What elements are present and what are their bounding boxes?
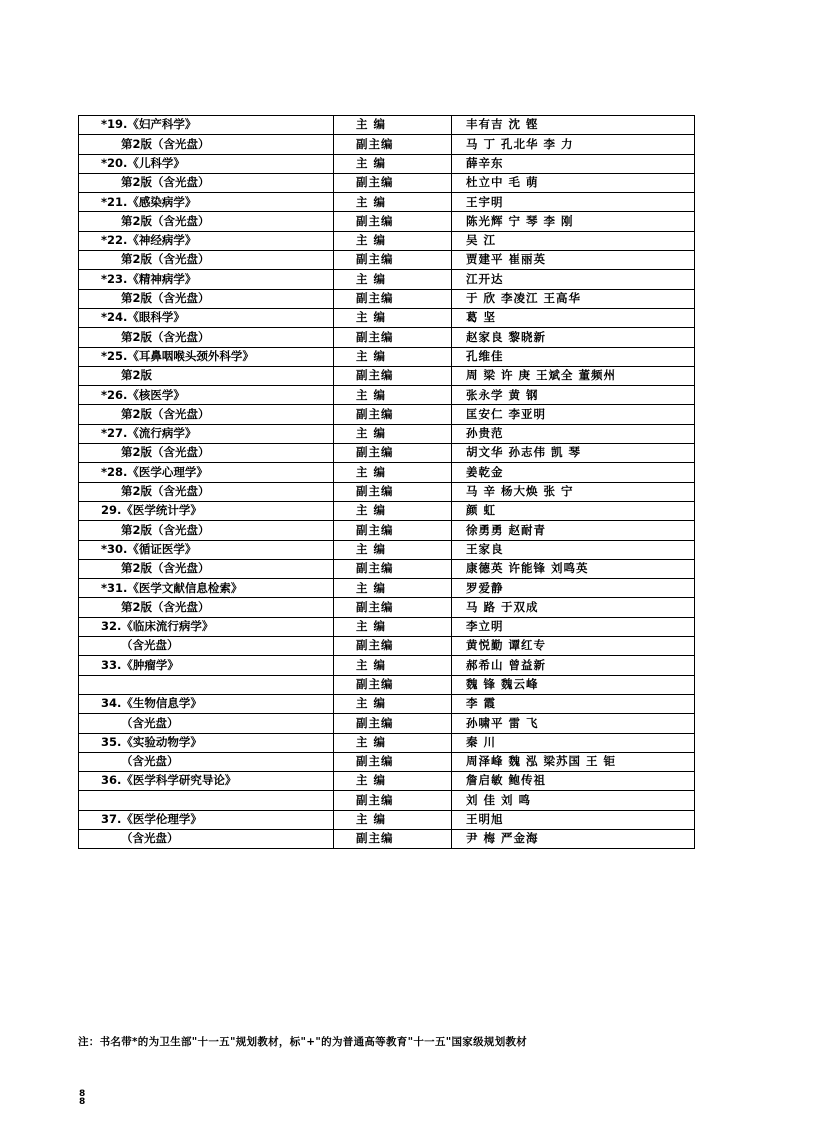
- book-edition: （含光盘）: [79, 829, 334, 848]
- associate-editor-names: 徐勇勇 赵耐青: [452, 521, 695, 540]
- chief-editor-names: 王宇明: [452, 193, 695, 212]
- book-title: *25.《耳鼻咽喉头颈外科学》: [79, 347, 334, 366]
- book-edition: 第2版（含光盘）: [79, 405, 334, 424]
- book-edition: 第2版（含光盘）: [79, 598, 334, 617]
- entry-row-associate: [79, 135, 695, 154]
- page-number-top: 8: [79, 1089, 86, 1099]
- entry-row-editor: [79, 810, 695, 829]
- chief-editor-names: 郝希山 曾益新: [452, 656, 695, 675]
- chief-editor-names: 罗爱静: [452, 579, 695, 598]
- book-title: 36.《医学科学研究导论》: [79, 772, 334, 791]
- book-entry: [79, 424, 695, 463]
- book-edition: （含光盘）: [79, 637, 334, 656]
- entry-row-editor: [79, 656, 695, 675]
- book-title: *27.《流行病学》: [79, 424, 334, 443]
- book-title: *28.《医学心理学》: [79, 463, 334, 482]
- entry-row-editor: [79, 116, 695, 135]
- associate-editor-names: 陈光辉 宁 琴 李 刚: [452, 212, 695, 231]
- entry-row-editor: [79, 772, 695, 791]
- chief-editor-names: 秦 川: [452, 733, 695, 752]
- role-associate-editor: 副主编: [334, 135, 452, 154]
- entry-row-editor: [79, 270, 695, 289]
- book-title: 34.《生物信息学》: [79, 694, 334, 713]
- entry-row-editor: [79, 347, 695, 366]
- book-edition: 第2版（含光盘）: [79, 173, 334, 192]
- book-entry: [79, 193, 695, 232]
- entry-row-editor: [79, 617, 695, 636]
- book-entry: [79, 308, 695, 347]
- book-title: *22.《神经病学》: [79, 231, 334, 250]
- chief-editor-names: 姜乾金: [452, 463, 695, 482]
- chief-editor-names: 李立明: [452, 617, 695, 636]
- role-associate-editor: 副主编: [334, 289, 452, 308]
- book-title: *21.《感染病学》: [79, 193, 334, 212]
- entry-row-editor: [79, 463, 695, 482]
- chief-editor-names: 李 霞: [452, 694, 695, 713]
- chief-editor-names: 江开达: [452, 270, 695, 289]
- associate-editor-names: 马 辛 杨大焕 张 宁: [452, 482, 695, 501]
- page-number-bottom: 8: [79, 1097, 86, 1107]
- book-entry: [79, 231, 695, 270]
- book-edition: [79, 675, 334, 694]
- entry-row-associate: [79, 598, 695, 617]
- chief-editor-names: 孙贵范: [452, 424, 695, 443]
- entry-row-associate: [79, 752, 695, 771]
- book-entry: [79, 116, 695, 155]
- book-title: 35.《实验动物学》: [79, 733, 334, 752]
- entry-row-editor: [79, 540, 695, 559]
- book-entry: [79, 810, 695, 849]
- role-associate-editor: 副主编: [334, 212, 452, 231]
- role-associate-editor: 副主编: [334, 173, 452, 192]
- associate-editor-names: 于 欣 李凌江 王高华: [452, 289, 695, 308]
- book-edition: 第2版（含光盘）: [79, 521, 334, 540]
- entry-row-associate: [79, 289, 695, 308]
- book-title: *19.《妇产科学》: [79, 116, 334, 135]
- book-title: 32.《临床流行病学》: [79, 617, 334, 636]
- associate-editor-names: 匡安仁 李亚明: [452, 405, 695, 424]
- entry-row-editor: [79, 424, 695, 443]
- book-edition: 第2版（含光盘）: [79, 135, 334, 154]
- entry-row-editor: [79, 308, 695, 327]
- book-edition: 第2版（含光盘）: [79, 444, 334, 463]
- role-chief-editor: 主 编: [334, 733, 452, 752]
- entry-row-associate: [79, 521, 695, 540]
- book-edition: （含光盘）: [79, 752, 334, 771]
- role-chief-editor: 主 编: [334, 193, 452, 212]
- associate-editor-names: 胡文华 孙志伟 凯 琴: [452, 444, 695, 463]
- entry-row-associate: [79, 328, 695, 347]
- role-associate-editor: 副主编: [334, 521, 452, 540]
- chief-editor-names: 王明旭: [452, 810, 695, 829]
- chief-editor-names: 薛辛东: [452, 154, 695, 173]
- chief-editor-names: 王家良: [452, 540, 695, 559]
- role-chief-editor: 主 编: [334, 424, 452, 443]
- role-associate-editor: 副主编: [334, 675, 452, 694]
- role-chief-editor: 主 编: [334, 579, 452, 598]
- book-edition: 第2版（含光盘）: [79, 482, 334, 501]
- role-chief-editor: 主 编: [334, 308, 452, 327]
- associate-editor-names: 魏 锋 魏云峰: [452, 675, 695, 694]
- entry-row-associate: [79, 251, 695, 270]
- chief-editor-names: 丰有吉 沈 铿: [452, 116, 695, 135]
- chief-editor-names: 孔维佳: [452, 347, 695, 366]
- role-associate-editor: 副主编: [334, 752, 452, 771]
- book-title: *20.《儿科学》: [79, 154, 334, 173]
- role-chief-editor: 主 编: [334, 540, 452, 559]
- chief-editor-names: 张永学 黄 钢: [452, 386, 695, 405]
- entry-row-editor: [79, 154, 695, 173]
- role-associate-editor: 副主编: [334, 328, 452, 347]
- role-chief-editor: 主 编: [334, 386, 452, 405]
- book-edition: 第2版（含光盘）: [79, 289, 334, 308]
- book-entry: [79, 347, 695, 386]
- chief-editor-names: 颜 虹: [452, 501, 695, 520]
- book-entry: [79, 656, 695, 695]
- associate-editor-names: 马 丁 孔北华 李 力: [452, 135, 695, 154]
- associate-editor-names: 康德英 许能锋 刘鸣英: [452, 559, 695, 578]
- book-title: *23.《精神病学》: [79, 270, 334, 289]
- book-title: 33.《肿瘤学》: [79, 656, 334, 675]
- entry-row-associate: [79, 637, 695, 656]
- associate-editor-names: 黄悦勤 谭红专: [452, 637, 695, 656]
- book-entry: [79, 617, 695, 656]
- associate-editor-names: 赵家良 黎晓新: [452, 328, 695, 347]
- role-chief-editor: 主 编: [334, 694, 452, 713]
- book-edition: 第2版（含光盘）: [79, 328, 334, 347]
- book-title: *26.《核医学》: [79, 386, 334, 405]
- book-title: *31.《医学文献信息检索》: [79, 579, 334, 598]
- book-edition: 第2版（含光盘）: [79, 251, 334, 270]
- book-edition: （含光盘）: [79, 714, 334, 733]
- role-chief-editor: 主 编: [334, 772, 452, 791]
- book-title: *30.《循证医学》: [79, 540, 334, 559]
- book-entry: [79, 386, 695, 425]
- entry-row-associate: [79, 366, 695, 385]
- entry-row-editor: [79, 579, 695, 598]
- entry-row-editor: [79, 231, 695, 250]
- role-associate-editor: 副主编: [334, 251, 452, 270]
- associate-editor-names: 马 路 于双成: [452, 598, 695, 617]
- book-list-table: [78, 115, 695, 849]
- role-associate-editor: 副主编: [334, 444, 452, 463]
- associate-editor-names: 杜立中 毛 萌: [452, 173, 695, 192]
- book-entry: [79, 579, 695, 618]
- role-associate-editor: 副主编: [334, 405, 452, 424]
- book-title: *24.《眼科学》: [79, 308, 334, 327]
- chief-editor-names: 吴 江: [452, 231, 695, 250]
- role-chief-editor: 主 编: [334, 656, 452, 675]
- footnote: 注：书名带*的为卫生部"十一五"规划教材，标"+"的为普通高等教育"十一五"国家级规划教材: [78, 1036, 528, 1048]
- role-chief-editor: 主 编: [334, 463, 452, 482]
- book-entry: [79, 733, 695, 772]
- book-entry: [79, 772, 695, 811]
- entry-row-associate: [79, 482, 695, 501]
- book-entry: [79, 154, 695, 193]
- entry-row-editor: [79, 386, 695, 405]
- entry-row-associate: [79, 714, 695, 733]
- associate-editor-names: 刘 佳 刘 鸣: [452, 791, 695, 810]
- role-chief-editor: 主 编: [334, 154, 452, 173]
- role-associate-editor: 副主编: [334, 482, 452, 501]
- book-edition: 第2版（含光盘）: [79, 559, 334, 578]
- book-edition: [79, 791, 334, 810]
- role-chief-editor: 主 编: [334, 231, 452, 250]
- role-associate-editor: 副主编: [334, 791, 452, 810]
- role-associate-editor: 副主编: [334, 366, 452, 385]
- book-title: 29.《医学统计学》: [79, 501, 334, 520]
- role-associate-editor: 副主编: [334, 559, 452, 578]
- entry-row-associate: [79, 559, 695, 578]
- chief-editor-names: 葛 坚: [452, 308, 695, 327]
- role-associate-editor: 副主编: [334, 637, 452, 656]
- book-title: 37.《医学伦理学》: [79, 810, 334, 829]
- associate-editor-names: 贾建平 崔丽英: [452, 251, 695, 270]
- entry-row-editor: [79, 733, 695, 752]
- role-chief-editor: 主 编: [334, 270, 452, 289]
- entry-row-associate: [79, 829, 695, 848]
- entry-row-editor: [79, 501, 695, 520]
- role-associate-editor: 副主编: [334, 714, 452, 733]
- associate-editor-names: 周 梁 许 庚 王斌全 董频州: [452, 366, 695, 385]
- book-edition: 第2版（含光盘）: [79, 212, 334, 231]
- book-edition: 第2版: [79, 366, 334, 385]
- role-chief-editor: 主 编: [334, 501, 452, 520]
- role-chief-editor: 主 编: [334, 347, 452, 366]
- associate-editor-names: 尹 梅 严金海: [452, 829, 695, 848]
- entry-row-editor: [79, 694, 695, 713]
- associate-editor-names: 孙啸平 雷 飞: [452, 714, 695, 733]
- book-entry: [79, 540, 695, 579]
- role-chief-editor: 主 编: [334, 116, 452, 135]
- chief-editor-names: 詹启敏 鲍传祖: [452, 772, 695, 791]
- role-associate-editor: 副主编: [334, 598, 452, 617]
- entry-row-associate: [79, 791, 695, 810]
- book-entry: [79, 501, 695, 540]
- entry-row-associate: [79, 675, 695, 694]
- page-number: [79, 1090, 85, 1106]
- entry-row-associate: [79, 444, 695, 463]
- book-entry: [79, 694, 695, 733]
- role-chief-editor: 主 编: [334, 617, 452, 636]
- role-chief-editor: 主 编: [334, 810, 452, 829]
- entry-row-associate: [79, 212, 695, 231]
- book-entry: [79, 463, 695, 502]
- book-entry: [79, 270, 695, 309]
- entry-row-editor: [79, 193, 695, 212]
- entry-row-associate: [79, 173, 695, 192]
- role-associate-editor: 副主编: [334, 829, 452, 848]
- entry-row-associate: [79, 405, 695, 424]
- associate-editor-names: 周泽峰 魏 泓 梁苏国 王 钜: [452, 752, 695, 771]
